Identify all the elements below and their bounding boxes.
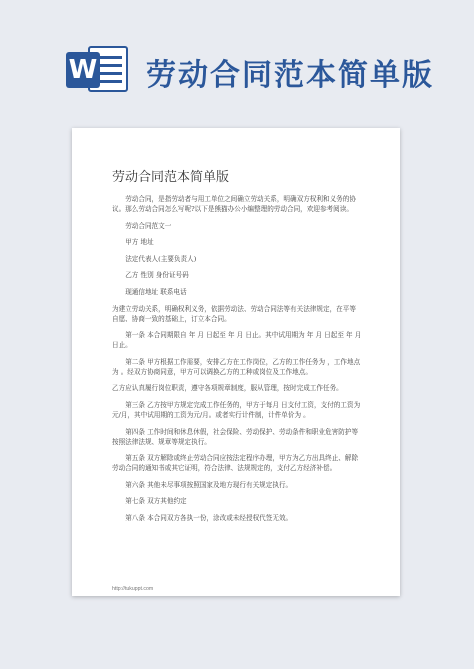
paragraph-article-5: 第五条 双方解除或终止劳动合同应按法定程序办理，甲方为乙方出具终止、解除劳动合同的通知书或其它证明，符合法律、法规规定的，支付乙方经济补偿。 [112,454,359,473]
paragraph-purpose: 为建立劳动关系，明确权利义务，依据劳动法、劳动合同法等有关法律规定，在平等自愿、协商一致的基础上，订立本合同。 [112,304,356,323]
word-document-icon [66,42,130,96]
word-icon-letter: W [66,52,100,88]
word-icon-line [100,80,122,83]
paragraph-intro: 劳动合同，是指劳动者与用工单位之间确立劳动关系，明确双方权利和义务的协议。那么劳动合同怎么写呢?以下是熊猫办公小编整理的劳动合同，欢迎参考阅读。 [112,195,356,213]
paragraph-party-a: 甲方 地址 [125,238,154,247]
word-icon-line [100,72,122,75]
document-body [112,194,362,530]
paragraph-article-1: 第一条 本合同期限自 年 月 日起至 年 月 日止。其中试用期为 年 月 日起至 年 月 日止。 [112,331,362,350]
paragraph-address: 现通信地址 联系电话 [125,287,187,296]
footer-url: http://tukuppt.com [112,586,154,592]
paragraph-article-8: 第八条 本合同双方各执一份，涂改或未经授权代签无效。 [125,513,293,522]
paragraph-article-4: 第四条 工作时间和休息休假，社会保险、劳动保护、劳动条件和职业危害防护等按照法律法规、规章等规定执行。 [112,427,359,446]
paragraph-duties: 乙方应认真履行岗位职责，遵守各项规章制度，服从管理，按时完成工作任务。 [112,384,343,393]
word-icon-line [100,56,122,59]
paragraph-article-2: 第二条 甲方根据工作需要，安排乙方在工作岗位，乙方的工作任务为 ，工作地点为 。经双方协商同意，甲方可以调换乙方的工种或岗位及工作地点。 [112,357,361,376]
paragraph-article-7: 第七条 双方其他约定 [125,497,187,506]
paragraph-legal-rep: 法定代表人(主要负责人) [125,254,197,263]
paragraph-article-6: 第六条 其他未尽事项按照国家及地方现行有关规定执行。 [125,480,293,489]
paragraph-sample-heading: 劳动合同范文一 [125,221,172,230]
banner [0,0,474,120]
banner-title: 劳动合同范本简单版 [146,58,434,93]
paragraph-article-3: 第三条 乙方按甲方规定完成工作任务的，甲方于每月 日支付工资，支付的工资为 元/月，其中试用期的工资为元/月。或者实行计件制，计件单价为 。 [112,400,361,419]
document-page [72,128,400,596]
document-title: 劳动合同范本简单版 [112,170,230,185]
paragraph-party-b: 乙方 性别 身份证号码 [125,271,189,280]
word-icon-line [100,64,122,67]
